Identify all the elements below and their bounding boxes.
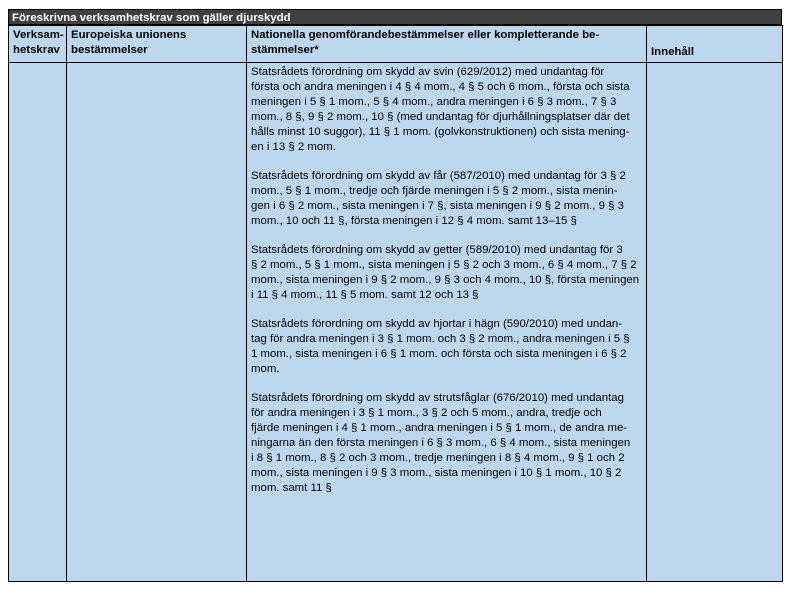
paragraph-line: tag för andra meningen i 3 § 1 mom. och 3 § 2 mom., andra meningen i 5 §	[251, 333, 630, 345]
regulation-paragraph	[251, 317, 642, 377]
paragraph-line: en i 13 § 2 mom.	[251, 141, 336, 153]
paragraph-line: i 11 § 4 mom., 11 § 5 mom. samt 12 och 13 §	[251, 289, 479, 301]
paragraph-line: i 8 § 1 mom., 8 § 2 och 3 mom., tredje meningen i 8 § 4 mom., 9 § 1 och 2	[251, 452, 625, 464]
table-title: Föreskrivna verksamhetskrav som gäller djurskydd	[8, 9, 782, 25]
regulation-paragraph	[251, 65, 642, 155]
requirements-table	[8, 25, 783, 582]
header-nationella-bestammelser: Nationella genomförandebestämmelser eller kompletterande be- stämmelser*	[247, 26, 647, 63]
paragraph-line: Statsrådets förordning om skydd av hjortar i hägn (590/2010) med undan-	[251, 318, 623, 330]
header-row	[9, 26, 783, 63]
cell-verksamhetskrav	[9, 63, 67, 582]
header-verksamhetskrav: Verksam- hetskrav	[9, 26, 67, 63]
paragraph-line: fjärde meningen i 4 § 1 mom., andra meningen i 5 § 1 mom., de andra me-	[251, 422, 628, 434]
paragraph-line: mom.	[251, 363, 280, 375]
paragraph-line: meningen i 5 § 1 mom., 5 § 4 mom., andra meningen i 6 § 3 mom., 7 § 3	[251, 96, 617, 108]
paragraph-line: Statsrådets förordning om skydd av getter (589/2010) med undantag för 3	[251, 244, 623, 256]
paragraph-line: Statsrådets förordning om skydd av svin (629/2012) med undantag för	[251, 66, 605, 78]
paragraph-line: 1 mom., sista meningen i 6 § 1 mom. och första och sista meningen i 6 § 2	[251, 348, 627, 360]
content-row	[9, 63, 783, 582]
paragraph-line: hålls minst 10 suggor), 11 § 1 mom. (golvkonstruktionen) och sista mening-	[251, 126, 630, 138]
paragraph-line: gen i 6 § 2 mom., sista meningen i 7 §, sista meningen i 9 § 2 mom., 9 § 3	[251, 200, 624, 212]
regulation-paragraphs	[251, 65, 642, 496]
cell-innehall	[647, 63, 783, 582]
header-innehall: Innehåll	[647, 26, 783, 63]
paragraph-line: mom., 8 §, 9 § 2 mom., 10 § (med undantag för djurhållningsplatser där det	[251, 111, 630, 123]
paragraph-line: Statsrådets förordning om skydd av strutsfåglar (676/2010) med undantag	[251, 392, 624, 404]
paragraph-line: ningarna än den första meningen i 6 § 3 mom., 6 § 4 mom., sista meningen	[251, 437, 631, 449]
regulation-paragraph	[251, 169, 642, 229]
cell-eu-bestammelser	[67, 63, 247, 582]
paragraph-line: mom., sista meningen i 9 § 3 mom., sista meningen i 10 § 1 mom., 10 § 2	[251, 467, 622, 479]
header-eu-bestammelser: Europeiska unionens bestämmelser	[67, 26, 247, 63]
cell-nationella-bestammelser	[247, 63, 647, 582]
paragraph-line: mom., sista meningen i 9 § 2 mom., 9 § 3 och 4 mom., 10 §, första meningen	[251, 274, 640, 286]
paragraph-line: mom., 5 § 1 mom., tredje och fjärde meningen i 5 § 2 mom., sista menin-	[251, 185, 618, 197]
regulation-paragraph	[251, 391, 642, 496]
paragraph-line: första och andra meningen i 4 § 4 mom., 4 § 5 och 6 mom., första och sista	[251, 81, 630, 93]
document-table	[8, 9, 782, 582]
paragraph-line: Statsrådets förordning om skydd av får (587/2010) med undantag för 3 § 2	[251, 170, 626, 182]
paragraph-line: mom., 10 och 11 §, första meningen i 12 § 4 mom. samt 13–15 §	[251, 215, 577, 227]
paragraph-line: mom. samt 11 §	[251, 482, 332, 494]
paragraph-line: § 2 mom., 5 § 1 mom., sista meningen i 5 § 2 och 3 mom., 6 § 4 mom., 7 § 2	[251, 259, 637, 271]
regulation-paragraph	[251, 243, 642, 303]
paragraph-line: för andra meningen i 3 § 1 mom., 3 § 2 och 5 mom., andra, tredje och	[251, 407, 602, 419]
